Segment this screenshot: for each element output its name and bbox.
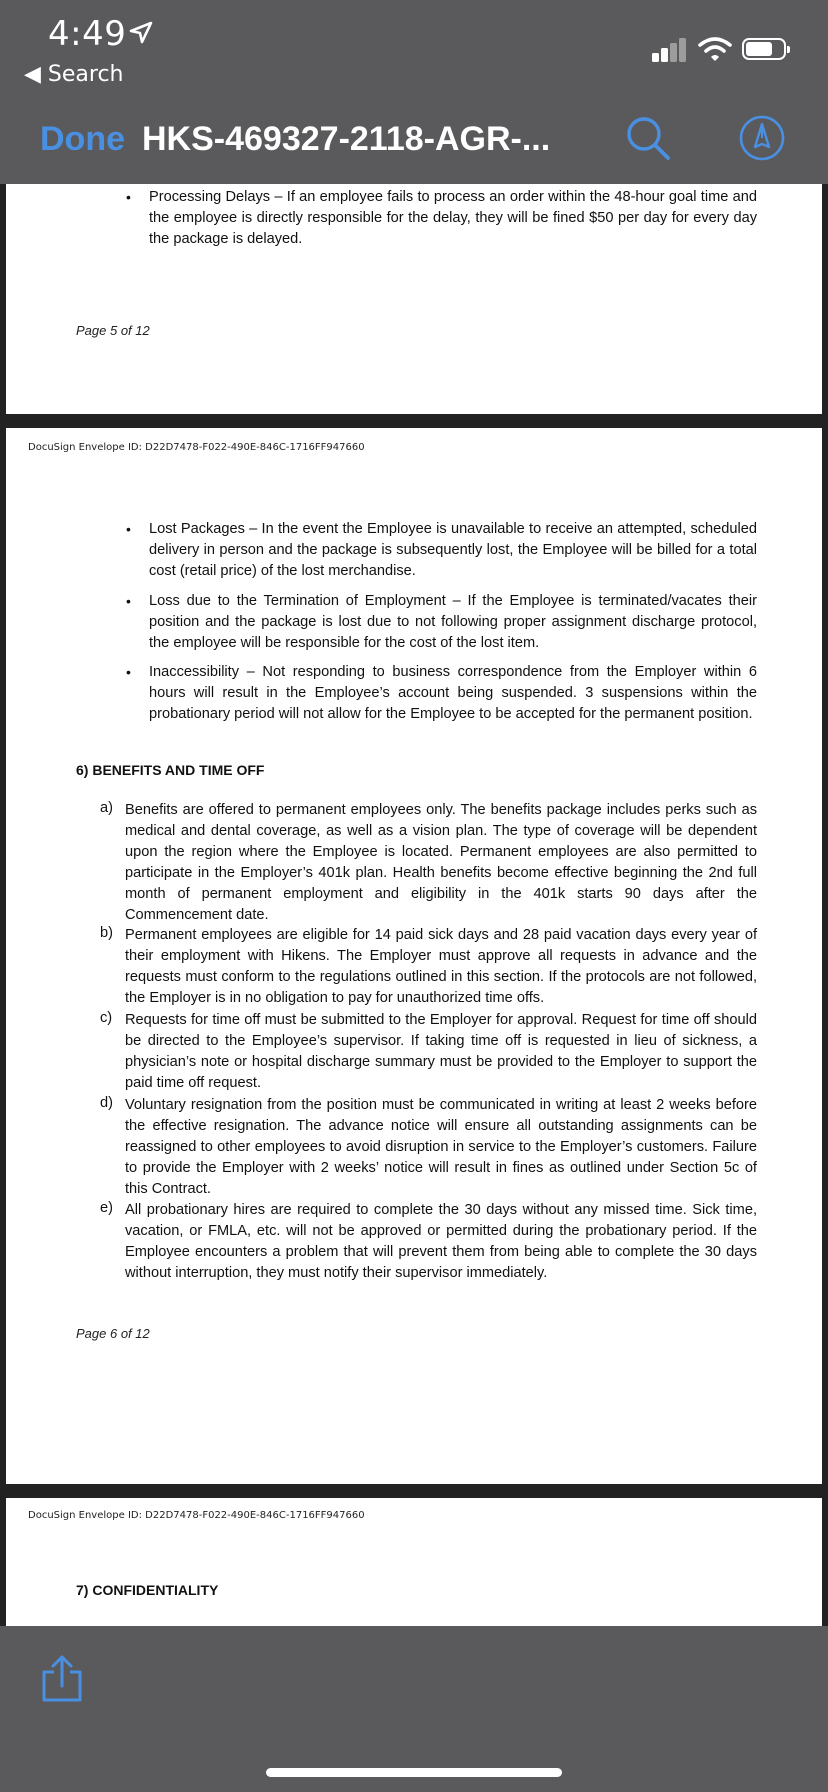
section-heading-benefits: 6) BENEFITS AND TIME OFF	[76, 762, 265, 778]
bullet-marker: •	[126, 521, 131, 537]
benefits-item-a: Benefits are offered to permanent employees only. The benefits package includes perks such as medical and dental coverage, as well as a vision plan. The type of coverage will be dependent upon the region where the Employee is located. Permanent employees are also permitted to participate in the Employer’s 401k plan. Health benefits become effective beginning the 2nd full month of permanent employment and eligibility in the 401k starts 90 days after the Commencement date.	[125, 802, 757, 923]
status-bar	[0, 0, 828, 96]
docusign-envelope-id: DocuSign Envelope ID: D22D7478-F022-490E-846C-1716FF947660	[28, 1510, 365, 1521]
bullet-marker: •	[126, 593, 131, 609]
document-page-5	[6, 184, 822, 414]
navigation-bar	[0, 96, 828, 184]
wifi-icon	[698, 36, 732, 62]
document-viewport[interactable]	[0, 184, 828, 1626]
markup-pen-icon[interactable]	[738, 114, 786, 162]
back-to-search[interactable]: ◀ Search	[24, 62, 124, 87]
item-marker: c)	[100, 1010, 113, 1026]
bullet-loss-termination: Loss due to the Termination of Employment – If the Employee is terminated/vacates their position and the package is lost due to not following proper assignment discharge protocol, the employee will be responsible for the cost of the lost item.	[149, 593, 757, 651]
home-indicator[interactable]	[266, 1768, 562, 1777]
bullet-marker: •	[126, 664, 131, 680]
bullet-processing-delays: Processing Delays – If an employee fails to process an order within the 48-hour goal time and the employee is directly responsible for the delay, they will be fined $50 per day for every day the package is delayed.	[149, 189, 757, 247]
battery-icon	[742, 38, 786, 60]
search-icon[interactable]	[624, 114, 672, 162]
bullet-lost-packages: Lost Packages – In the event the Employee is unavailable to receive an attempted, scheduled delivery in person and the package is subsequently lost, the Employee will be billed for a total cost (retail price) of the lost merchandise.	[149, 521, 757, 579]
done-button[interactable]: Done	[40, 120, 125, 158]
docusign-envelope-id: DocuSign Envelope ID: D22D7478-F022-490E-846C-1716FF947660	[28, 442, 365, 453]
item-marker: d)	[100, 1095, 113, 1111]
benefits-item-d: Voluntary resignation from the position must be communicated in writing at least 2 weeks before the effective resignation. The advance notice will ensure all outstanding assignments can be reassigned to other employees to avoid disruption in service to the Employer’s customers. Failure to provide the Employer with 2 weeks’ notice will result in fines as outlined under Section 5c of this Contract.	[125, 1097, 757, 1197]
benefits-item-c: Requests for time off must be submitted to the Employer for approval. Request for time off should be directed to the Employee’s supervisor. If taking time off is requested in lieu of sickness, a physician’s note or hospital discharge summary must be provided to the Employer to support the paid time off request.	[125, 1012, 757, 1091]
bottom-toolbar	[0, 1626, 828, 1792]
page-number: Page 5 of 12	[76, 323, 150, 338]
item-marker: a)	[100, 800, 113, 816]
benefits-item-e: All probationary hires are required to complete the 30 days without any missed time. Sick time, vacation, or FMLA, etc. will not be approved or permitted during the probationary period. If the Employee encounters a problem that will prevent them from being able to complete the 30 days without interruption, they must notify their supervisor immediately.	[125, 1202, 757, 1281]
status-time: 4:49	[48, 14, 127, 54]
section-heading-confidentiality: 7) CONFIDENTIALITY	[76, 1582, 219, 1598]
back-to-search-label: Search	[47, 62, 124, 87]
share-icon[interactable]	[40, 1654, 84, 1704]
item-marker: e)	[100, 1200, 113, 1216]
document-page-6	[6, 428, 822, 1484]
item-marker: b)	[100, 925, 113, 941]
location-arrow-icon	[128, 20, 154, 46]
page-number: Page 6 of 12	[76, 1326, 150, 1341]
cellular-signal-icon	[652, 36, 692, 62]
benefits-item-b: Permanent employees are eligible for 14 paid sick days and 28 paid vacation days every year of their employment with Hikens. The Employer must approve all requests in advance and the requests must conform to the regulations outlined in this section. If the protocols are not followed, the Employer is in no obligation to pay for unauthorized time offs.	[125, 927, 757, 1006]
document-page-7	[6, 1498, 822, 1626]
document-title: HKS-469327-2118-AGR-...	[142, 120, 551, 158]
bullet-inaccessibility: Inaccessibility – Not responding to business correspondence from the Employer within 6 hours will result in the Employee’s account being suspended. 3 suspensions within the probationary period will not allow for the Employee to be accepted for the permanent position.	[149, 664, 757, 722]
bullet-marker: •	[126, 189, 131, 205]
